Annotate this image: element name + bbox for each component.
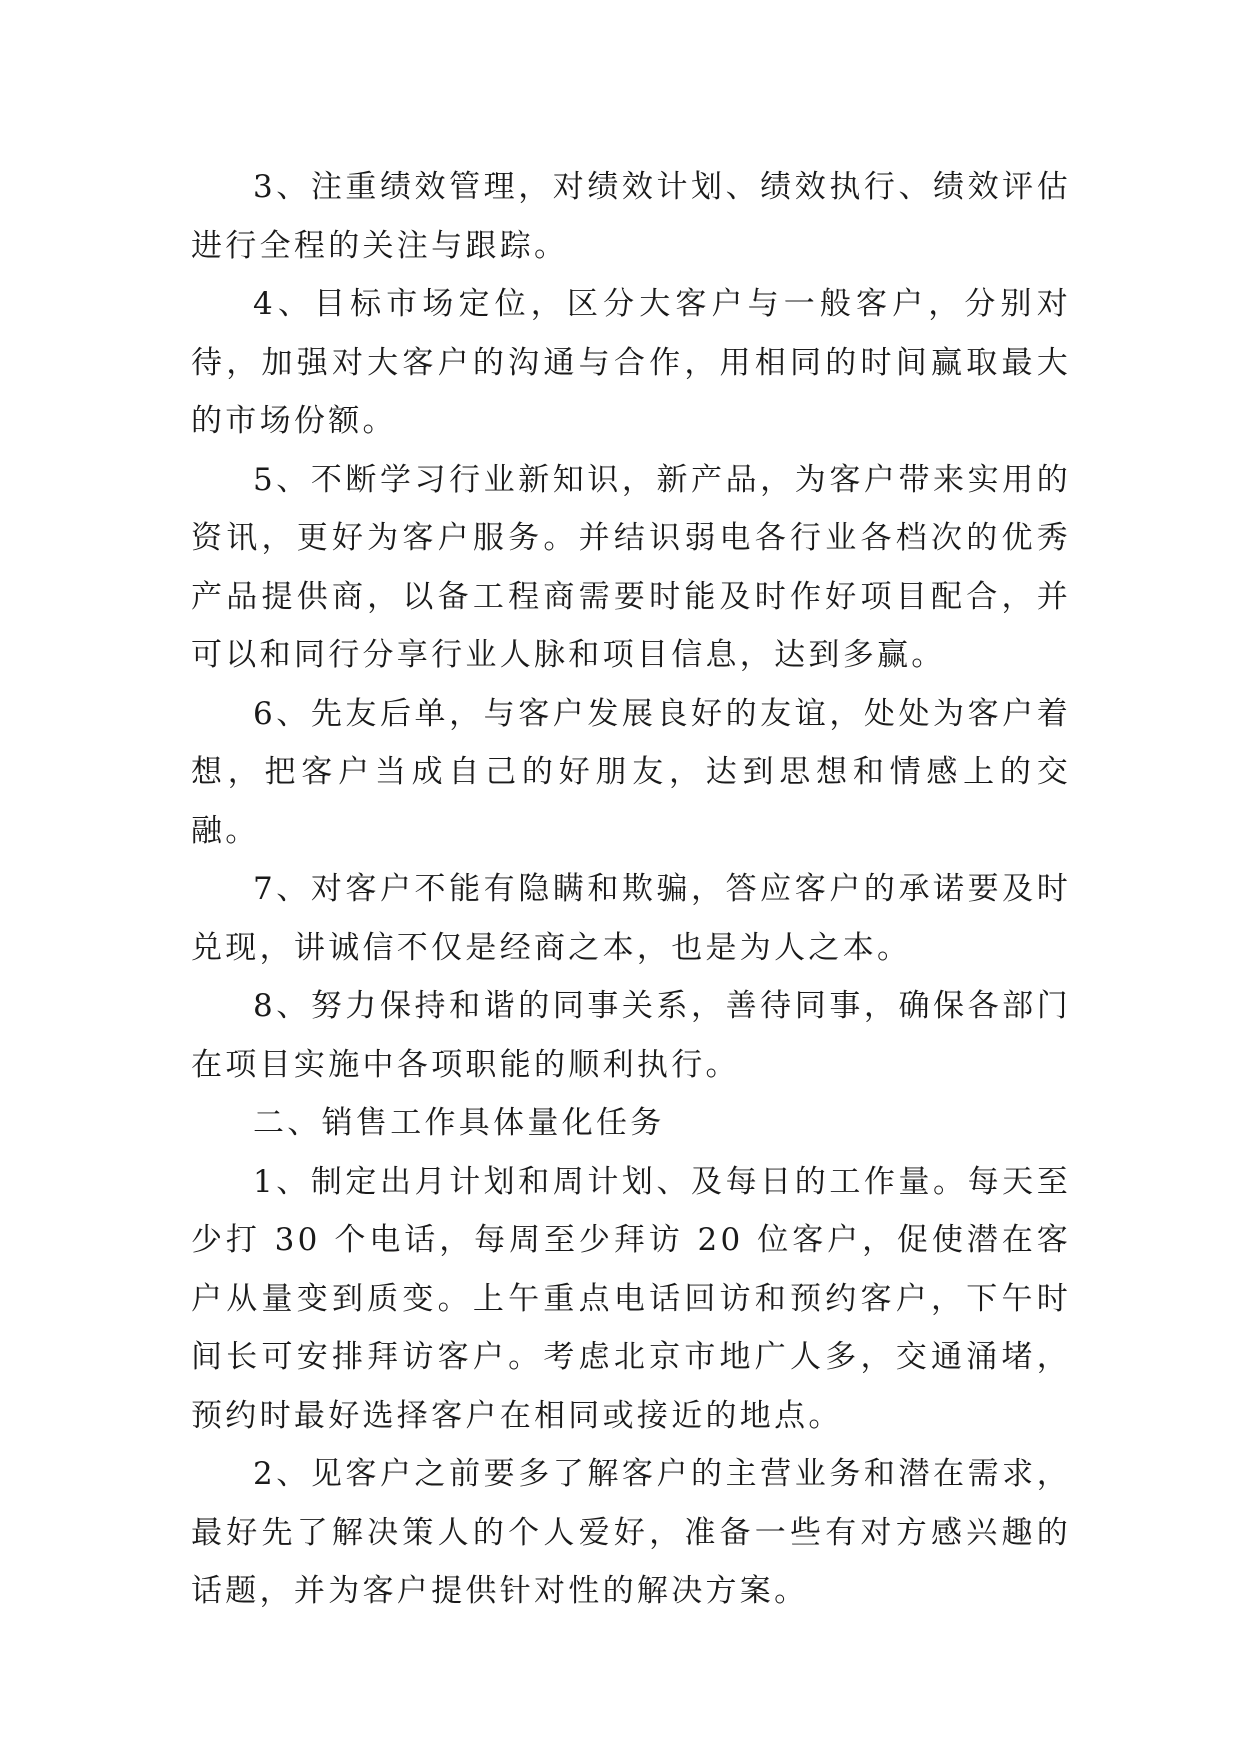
section-heading-2: 二、销售工作具体量化任务 — [253, 1105, 665, 1141]
paragraph-item-5: 5、不断学习行业新知识，新产品，为客户带来实用的资讯，更好为客户服务。并结识弱电各行业各档次的优秀产品提供商，以备工程商需要时能及时作好项目配合，并可以和同行分享行业人脉和项目信息，达到多赢。 — [191, 461, 1071, 673]
paragraph-item-6: 6、先友后单，与客户发展良好的友谊，处处为客户着想，把客户当成自己的好朋友，达到思想和情感上的交融。 — [191, 695, 1071, 849]
paragraph-task-2: 2、见客户之前要多了解客户的主营业务和潜在需求，最好先了解决策人的个人爱好，准备一些有对方感兴趣的话题，并为客户提供针对性的解决方案。 — [191, 1456, 1071, 1609]
document-body — [191, 158, 1071, 1621]
paragraph-task-1: 1、制定出月计划和周计划、及每日的工作量。每天至少打 30 个电话，每周至少拜访 20 位客户，促使潜在客户从量变到质变。上午重点电话回访和预约客户，下午时间长可安排拜访客户。考虑北京市地广人多，交通涌堵，预约时最好选择客户在相同或接近的地点。 — [191, 1163, 1071, 1434]
paragraph-item-8: 8、努力保持和谐的同事关系，善待同事，确保各部门在项目实施中各项职能的顺利执行。 — [191, 988, 1071, 1083]
paragraph-item-3: 3、注重绩效管理，对绩效计划、绩效执行、绩效评估进行全程的关注与跟踪。 — [191, 169, 1071, 264]
paragraph-item-7: 7、对客户不能有隐瞒和欺骗，答应客户的承诺要及时兑现，讲诚信不仅是经商之本，也是为人之本。 — [191, 871, 1071, 966]
paragraph-item-4: 4、目标市场定位，区分大客户与一般客户，分别对待，加强对大客户的沟通与合作，用相同的时间赢取最大的市场份额。 — [191, 286, 1071, 439]
